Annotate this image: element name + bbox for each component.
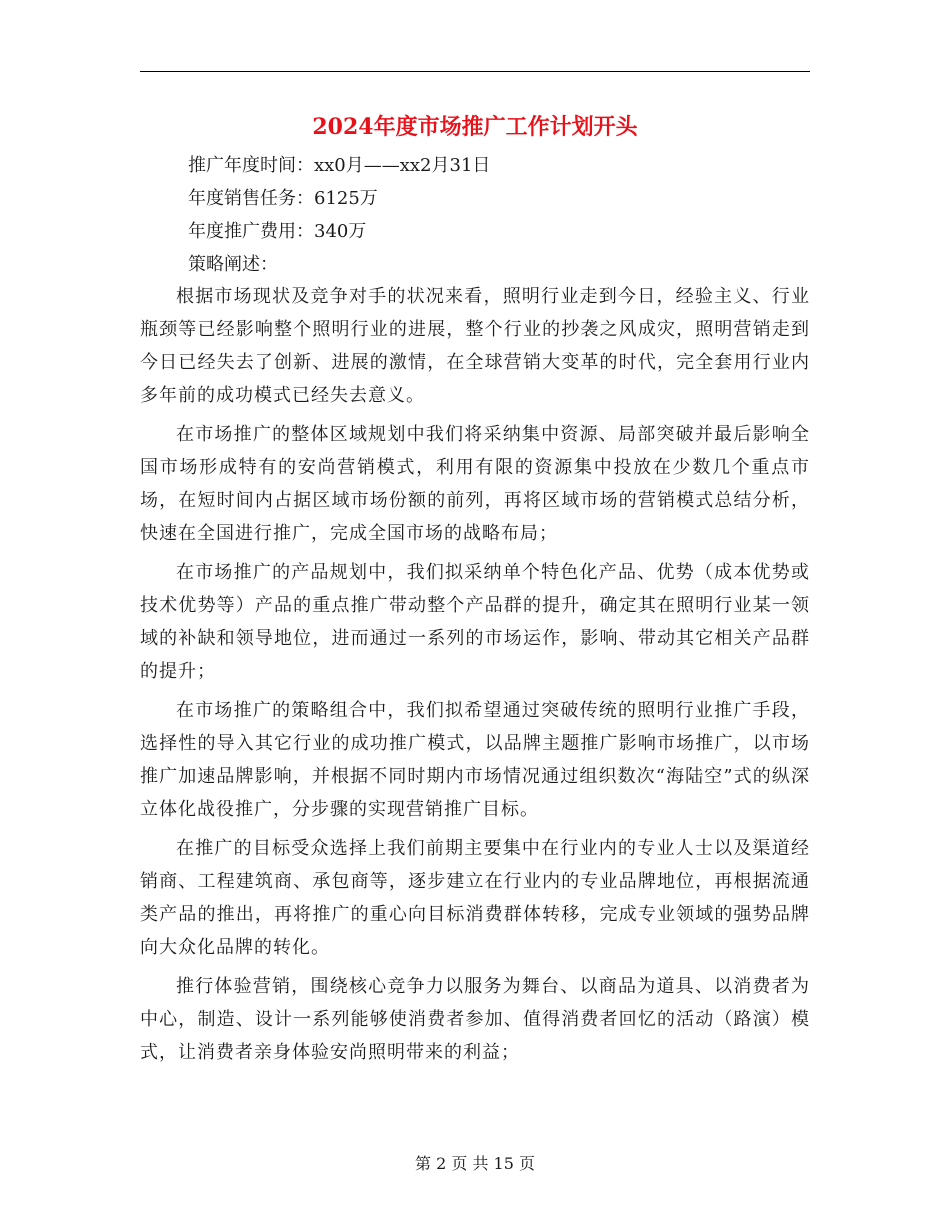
- paragraph-market-status: 根据市场现状及竞争对手的状况来看，照明行业走到今日，经验主义、行业瓶颈等已经影响整个照明行业的进展，整个行业的抄袭之风成灾，照明营销走到今日已经失去了创新、进展的激情，在全球营销大变革的时代，完全套用行业内多年前的成功模式已经失去意义。: [140, 286, 810, 406]
- paragraph-target-audience: 在推广的目标受众选择上我们前期主要集中在行业内的专业人士以及渠道经销商、工程建筑商、承包商等，逐步建立在行业内的专业品牌地位，再根据流通类产品的推出，再将推广的重心向目标消费群体转移，完成专业领域的强势品牌向大众化品牌的转化。: [140, 838, 810, 958]
- document-body: [140, 280, 810, 1075]
- sales-target-line: 年度销售任务：6125万: [188, 188, 378, 209]
- promotion-budget-line: 年度推广费用：340万: [188, 221, 367, 242]
- header-rule: [140, 71, 810, 72]
- paragraph-regional-planning: 在市场推广的整体区域规划中我们将采纳集中资源、局部突破并最后影响全国市场形成特有的安尚营销模式，利用有限的资源集中投放在少数几个重点市场，在短时间内占据区域市场份额的前列，再将区域市场的营销模式总结分析，快速在全国进行推广，完成全国市场的战略布局；: [140, 424, 810, 544]
- document-title: 2024年度市场推广工作计划开头: [312, 114, 638, 140]
- page-number: 第 2 页 共 15 页: [415, 1154, 535, 1173]
- paragraph-strategy-mix: 在市场推广的策略组合中，我们拟希望通过突破传统的照明行业推广手段，选择性的导入其它行业的成功推广模式，以品牌主题推广影响市场推广，以市场推广加速品牌影响，并根据不同时期内市场情况通过组织数次“海陆空”式的纵深立体化战役推广，分步骤的实现营销推广目标。: [140, 700, 810, 820]
- paragraph-product-planning: 在市场推广的产品规划中，我们拟采纳单个特色化产品、优势（成本优势或技术优势等）产品的重点推广带动整个产品群的提升，确定其在照明行业某一领域的补缺和领导地位，进而通过一系列的市场运作，影响、带动其它相关产品群的提升；: [140, 562, 810, 682]
- page-footer: [140, 1152, 810, 1176]
- promotion-period-line: 推广年度时间：xx0月——xx2月31日: [188, 155, 491, 176]
- strategy-heading: 策略阐述：: [188, 254, 278, 275]
- paragraph-experience-marketing: 推行体验营销，围绕核心竞争力以服务为舞台、以商品为道具、以消费者为中心，制造、设计一系列能够使消费者参加、值得消费者回忆的活动（路演）模式，让消费者亲身体验安尚照明带来的利益；: [140, 976, 810, 1063]
